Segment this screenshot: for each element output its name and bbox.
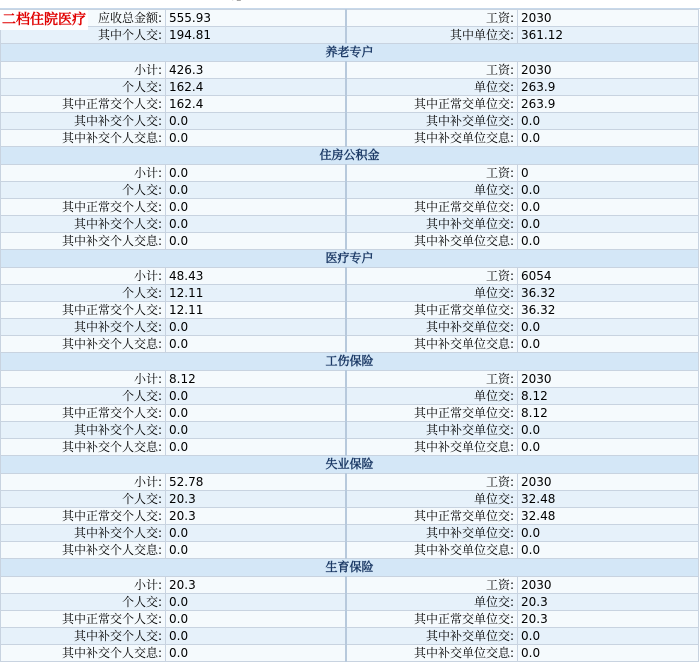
row-value-left: 8.12: [166, 371, 346, 388]
row-value-right: 8.12: [518, 405, 699, 422]
row-label-right: 其中补交单位交息:: [346, 336, 518, 353]
row-label-right: 单位交:: [346, 388, 518, 405]
row-value-left: 48.43: [166, 268, 346, 285]
row-label-right: 工资:: [346, 268, 518, 285]
row-label-left: 其中补交个人交息:: [1, 336, 166, 353]
row-value-right: 0.0: [518, 525, 699, 542]
table-row: [1, 182, 699, 199]
row-value-left: 0.0: [166, 182, 346, 199]
table-row: [1, 113, 699, 130]
row-label-right: 单位交:: [346, 182, 518, 199]
row-value-right: 263.9: [518, 79, 699, 96]
table-row: [1, 165, 699, 182]
row-label-right: 工资:: [346, 371, 518, 388]
row-label-left: 其中补交个人交息:: [1, 542, 166, 559]
row-value-left: 0.0: [166, 594, 346, 611]
row-value-right: 6054: [518, 268, 699, 285]
row-value-right: 20.3: [518, 611, 699, 628]
section-header-row: [1, 44, 699, 62]
section-title: 工伤保险: [1, 353, 699, 371]
row-label-left: 其中补交个人交:: [1, 422, 166, 439]
table-row: [1, 474, 699, 491]
row-label-left: 小计:: [1, 268, 166, 285]
section-title: 失业保险: [1, 456, 699, 474]
row-value-left: 0.0: [166, 165, 346, 182]
row-label-right: 工资:: [346, 62, 518, 79]
table-row: [1, 508, 699, 525]
row-label-right: 其中补交单位交息:: [346, 233, 518, 250]
row-label-right: 其中补交单位交:: [346, 628, 518, 645]
row-value-left: 0.0: [166, 216, 346, 233]
row-value-right: 2030: [518, 577, 699, 594]
table-row: [1, 285, 699, 302]
row-label-right: 其中正常交单位交:: [346, 405, 518, 422]
row-label-left: 小计:: [1, 165, 166, 182]
row-value-right: 32.48: [518, 491, 699, 508]
row-label-right: 其中补交单位交:: [346, 525, 518, 542]
row-value-right: 0.0: [518, 130, 699, 147]
row-label-left: 其中正常交个人交:: [1, 508, 166, 525]
row-value-right: 0.0: [518, 645, 699, 662]
row-value-right: 2030: [518, 10, 699, 27]
row-label-right: 工资:: [346, 165, 518, 182]
row-value-right: 2030: [518, 371, 699, 388]
row-label-left: 其中补交个人交:: [1, 319, 166, 336]
row-value-right: 263.9: [518, 96, 699, 113]
section-title: 养老专户: [1, 44, 699, 62]
row-value-left: 0.0: [166, 628, 346, 645]
row-value-left: 555.93: [166, 10, 346, 27]
row-value-right: 0.0: [518, 628, 699, 645]
row-label-right: 其中正常交单位交:: [346, 302, 518, 319]
row-value-left: 12.11: [166, 302, 346, 319]
table-row: [1, 233, 699, 250]
table-row: [1, 388, 699, 405]
row-label-left: 其中补交个人交:: [1, 628, 166, 645]
row-value-left: 194.81: [166, 27, 346, 44]
table-row: [1, 577, 699, 594]
row-value-left: 162.4: [166, 79, 346, 96]
row-label-right: 其中补交单位交息:: [346, 130, 518, 147]
row-label-left: 其中补交个人交息:: [1, 439, 166, 456]
row-label-right: 其中正常交单位交:: [346, 199, 518, 216]
row-label-left: 小计:: [1, 577, 166, 594]
row-value-left: 0.0: [166, 525, 346, 542]
row-label-left: 个人交:: [1, 594, 166, 611]
row-label-left: 其中补交个人交息:: [1, 130, 166, 147]
row-label-right: 单位交:: [346, 285, 518, 302]
row-label-right: 其中补交单位交息:: [346, 439, 518, 456]
row-value-left: 0.0: [166, 336, 346, 353]
row-value-left: 0.0: [166, 113, 346, 130]
row-label-right: 工资:: [346, 577, 518, 594]
table-row: [1, 371, 699, 388]
row-label-left: 个人交:: [1, 491, 166, 508]
row-label-right: 其中补交单位交:: [346, 113, 518, 130]
row-value-left: 12.11: [166, 285, 346, 302]
table-row: [1, 525, 699, 542]
row-label-right: 工资:: [346, 10, 518, 27]
table-row: [1, 336, 699, 353]
table-row: [1, 422, 699, 439]
row-label-right: 其中正常交单位交:: [346, 611, 518, 628]
row-label-right: 其中补交单位交息:: [346, 645, 518, 662]
row-label-left: 其中正常交个人交:: [1, 405, 166, 422]
row-value-left: 52.78: [166, 474, 346, 491]
table-row: [1, 268, 699, 285]
row-value-left: 20.3: [166, 491, 346, 508]
section-header-row: [1, 353, 699, 371]
table-row: [1, 199, 699, 216]
table-row: [1, 645, 699, 662]
row-label-left: 其中补交个人交息:: [1, 233, 166, 250]
overlay-title: 二档住院医疗: [2, 12, 86, 28]
table-row: [1, 130, 699, 147]
row-label-left: 个人交:: [1, 79, 166, 96]
row-value-right: 8.12: [518, 388, 699, 405]
row-label-left: 个人交:: [1, 182, 166, 199]
row-value-right: 32.48: [518, 508, 699, 525]
row-value-right: 0.0: [518, 542, 699, 559]
row-label-left: 小计:: [1, 62, 166, 79]
row-label-right: 其中正常交单位交:: [346, 96, 518, 113]
insurance-detail-table: [0, 9, 699, 662]
table-row: [1, 302, 699, 319]
row-value-left: 0.0: [166, 422, 346, 439]
row-value-right: 0.0: [518, 233, 699, 250]
row-value-left: 0.0: [166, 611, 346, 628]
table-row: [1, 542, 699, 559]
row-label-left: 小计:: [1, 371, 166, 388]
table-row: [1, 62, 699, 79]
row-value-left: 0.0: [166, 319, 346, 336]
section-title: 医疗专户: [1, 250, 699, 268]
table-row: [1, 319, 699, 336]
row-value-left: 0.0: [166, 405, 346, 422]
table-row: [1, 594, 699, 611]
row-label-right: 其中补交单位交息:: [346, 542, 518, 559]
row-label-left: 其中补交个人交:: [1, 113, 166, 130]
table-row: [1, 491, 699, 508]
row-value-right: 0.0: [518, 319, 699, 336]
row-value-left: 20.3: [166, 577, 346, 594]
row-value-left: 0.0: [166, 439, 346, 456]
row-label-left: 个人交:: [1, 388, 166, 405]
table-row: [1, 96, 699, 113]
row-value-right: 0.0: [518, 216, 699, 233]
row-value-left: 426.3: [166, 62, 346, 79]
row-value-right: 2030: [518, 474, 699, 491]
row-label-left: 其中正常交个人交:: [1, 611, 166, 628]
section-title: 生育保险: [1, 559, 699, 577]
row-value-left: 0.0: [166, 130, 346, 147]
row-value-right: 20.3: [518, 594, 699, 611]
row-label-right: 单位交:: [346, 594, 518, 611]
row-label-left: 其中正常交个人交:: [1, 302, 166, 319]
row-value-right: 36.32: [518, 302, 699, 319]
row-value-right: 0.0: [518, 439, 699, 456]
top-clipped-edge: [0, 0, 700, 9]
row-label-right: 其中补交单位交:: [346, 216, 518, 233]
table-row: [1, 27, 699, 44]
row-value-right: 0.0: [518, 422, 699, 439]
table-row: [1, 405, 699, 422]
row-label-left: 其中补交个人交:: [1, 216, 166, 233]
row-label-left: 应收总金额:: [1, 10, 166, 27]
row-value-right: 0.0: [518, 336, 699, 353]
row-value-left: 0.0: [166, 199, 346, 216]
row-label-right: 其中正常交单位交:: [346, 508, 518, 525]
row-label-left: 个人交:: [1, 285, 166, 302]
row-label-right: 单位交:: [346, 79, 518, 96]
table-row: [1, 79, 699, 96]
section-header-row: [1, 250, 699, 268]
row-label-right: 工资:: [346, 474, 518, 491]
table-row: [1, 628, 699, 645]
row-label-left: 小计:: [1, 474, 166, 491]
section-header-row: [1, 147, 699, 165]
row-value-right: 361.12: [518, 27, 699, 44]
row-value-left: 0.0: [166, 542, 346, 559]
table-row: [1, 10, 699, 27]
row-value-right: 36.32: [518, 285, 699, 302]
row-value-left: 0.0: [166, 388, 346, 405]
row-label-right: 其中单位交:: [346, 27, 518, 44]
table-row: [1, 216, 699, 233]
row-label-left: 其中补交个人交:: [1, 525, 166, 542]
section-title: 住房公积金: [1, 147, 699, 165]
clipped-glyph: 〜: [232, 0, 242, 7]
row-label-right: 单位交:: [346, 491, 518, 508]
row-value-left: 0.0: [166, 645, 346, 662]
row-value-right: 2030: [518, 62, 699, 79]
row-value-left: 0.0: [166, 233, 346, 250]
section-header-row: [1, 456, 699, 474]
row-value-right: 0.0: [518, 182, 699, 199]
row-label-right: 其中补交单位交:: [346, 422, 518, 439]
row-label-left: 其中正常交个人交:: [1, 96, 166, 113]
row-value-left: 162.4: [166, 96, 346, 113]
row-label-left: 其中个人交:: [1, 27, 166, 44]
row-value-right: 0.0: [518, 113, 699, 130]
row-value-right: 0: [518, 165, 699, 182]
row-value-left: 20.3: [166, 508, 346, 525]
table-row: [1, 439, 699, 456]
table-row: [1, 611, 699, 628]
row-value-right: 0.0: [518, 199, 699, 216]
row-label-left: 其中补交个人交息:: [1, 645, 166, 662]
row-label-left: 其中正常交个人交:: [1, 199, 166, 216]
row-label-right: 其中补交单位交:: [346, 319, 518, 336]
section-header-row: [1, 559, 699, 577]
